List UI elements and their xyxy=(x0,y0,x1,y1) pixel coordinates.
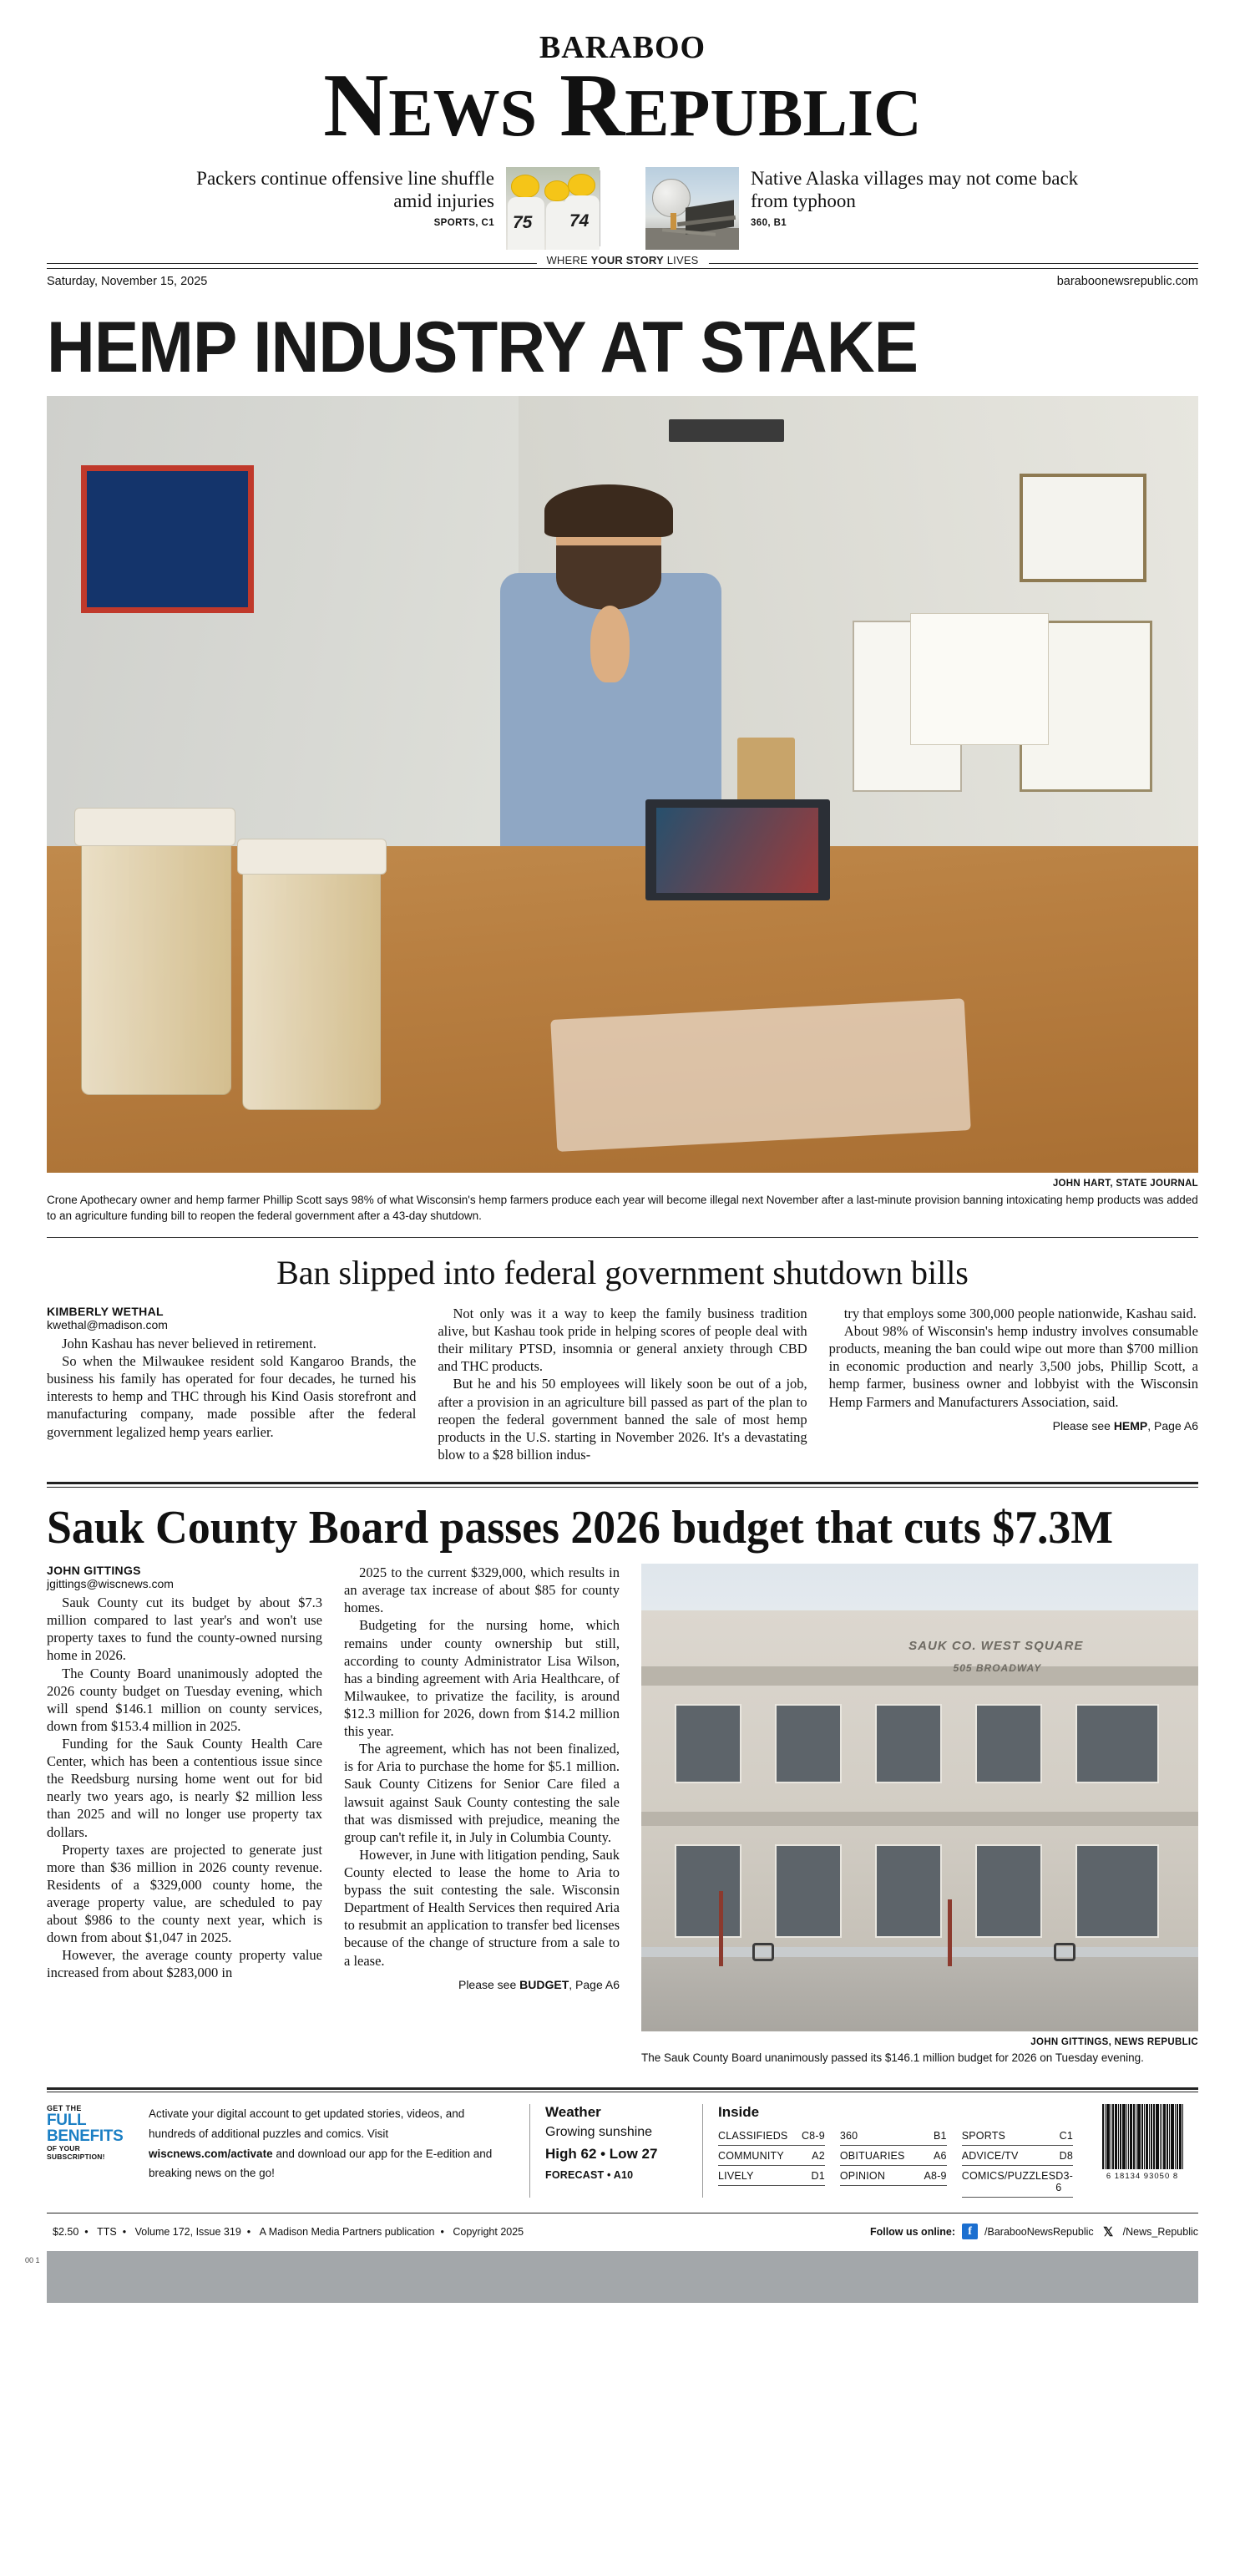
index-name: ADVICE/TV xyxy=(961,2150,1019,2163)
paragraph: About 98% of Wisconsin's hemp industry involves consumable products, meaning the ban could wipe out more than $700 million in economic production and nearly 3,500 jobs, Phillip Scott, a hemp farmer, business owner and lobbyist with the Wisconsin Hemp Farmers and Manufacturers Association, said. xyxy=(828,1323,1198,1410)
index-page: C8-9 xyxy=(801,2130,825,2142)
index-name: OBITUARIES xyxy=(839,2150,905,2163)
second-headline[interactable]: Sauk County Board passes 2026 budget that cuts $7.3M xyxy=(47,1502,1114,1554)
index-row[interactable] xyxy=(962,2146,1073,2166)
slogan-bold: YOUR STORY xyxy=(590,254,664,267)
promo-link[interactable]: wiscnews.com/activate xyxy=(149,2147,273,2160)
lead-jumpline[interactable] xyxy=(829,1419,1198,1433)
index-row[interactable] xyxy=(840,2146,947,2166)
inside-index xyxy=(718,2104,1073,2198)
second-byline-name: JOHN GITTINGS xyxy=(47,1564,141,1578)
lead-headline[interactable]: HEMP INDUSTRY AT STAKE xyxy=(47,307,919,388)
index-page: D3-6 xyxy=(1055,2170,1074,2194)
teaser-sports-headline: Packers continue offensive line shuffle amid injuries xyxy=(196,168,494,212)
paragraph: However, in June with litigation pending, Sauk County elected to lease the home to Aria to bypass the suit contesting the sale. Wisconsin Department of Health Services then required Aria to resubmit an application to transfer bed licenses because of the change of structure from a sale to a lease. xyxy=(344,1846,620,1969)
jump-post: , Page A6 xyxy=(569,1977,620,1991)
jump-pre: Please see xyxy=(458,1977,520,1991)
promo-logo xyxy=(47,2104,137,2183)
page-corner-code: 00 1 xyxy=(25,2256,40,2265)
slogan-post: LIVES xyxy=(663,254,699,267)
masthead-title-epublic: EPUBLIC xyxy=(625,77,922,150)
lead-story-col-3 xyxy=(829,1305,1198,1463)
second-story xyxy=(47,1564,1198,2066)
weather-high-low: High 62 • Low 27 xyxy=(545,2146,658,2163)
masthead-title-ews: EWS xyxy=(388,77,538,150)
teaser-sports-photo: 75 74 xyxy=(506,167,600,250)
paragraph: Property taxes are projected to generate just more than $36 million in 2026 county revenue. Residents of a $329,000 county home, the average property value, are scheduled to pay about $986 to the county next year, which is down from about $1,047 in 2025. xyxy=(47,1841,322,1946)
publisher: A Madison Media Partners publication xyxy=(259,2225,435,2238)
social-label: Follow us online: xyxy=(869,2225,956,2238)
weather-forecast-ref[interactable]: FORECAST • A10 xyxy=(545,2169,634,2182)
subscription-promo[interactable] xyxy=(47,2104,514,2183)
barcode-number: 6 18134 93050 8 xyxy=(1106,2172,1179,2182)
building-sign-secondary: 505 BROADWAY xyxy=(953,1661,1042,1674)
paragraph: John Kashau has never believed in retirement. xyxy=(62,1336,316,1352)
second-jumpline[interactable] xyxy=(344,1978,620,1991)
teaser-360-photo xyxy=(645,167,739,250)
paragraph: The County Board unanimously adopted the 2026 county budget on Tuesday evening, which will spend $146.1 million on county services, down from $153.4 million in 2025. xyxy=(47,1665,322,1734)
promo-line2: FULL BENEFITS xyxy=(47,2112,124,2146)
index-name: COMMUNITY xyxy=(718,2150,784,2163)
date-bar xyxy=(47,254,1198,292)
x-handle[interactable]: /News_Republic xyxy=(1122,2225,1198,2238)
masthead-kicker: BARABOO xyxy=(539,30,706,65)
paragraph: 2025 to the current $329,000, which results in an average tax increase of about $85 for county homes. xyxy=(344,1564,620,1616)
social-links xyxy=(870,2224,1198,2239)
paragraph: Budgeting for the nursing home, which remains under county ownership but still, according to county Administrator Lisa Wilson, has a binding agreement with Aria Healthcare, of Milwaukee, to privatize the facility, is around $12.3 million for 2026, down from $14.2 million this year. xyxy=(344,1617,620,1740)
teaser-sports[interactable] xyxy=(164,167,600,250)
price: $2.50 xyxy=(53,2225,79,2238)
lead-body-col1 xyxy=(47,1335,416,1441)
index-row[interactable] xyxy=(840,2166,947,2186)
promo-text-c: and download our app for the E-edition and breaking news on the go! xyxy=(149,2147,493,2180)
inside-title: Inside xyxy=(718,2104,760,2121)
index-row[interactable] xyxy=(962,2166,1073,2198)
index-row[interactable] xyxy=(718,2126,825,2146)
lead-subhead[interactable]: Ban slipped into federal government shutdown bills xyxy=(276,1254,969,1292)
second-photo xyxy=(641,1564,1198,2031)
second-photo-credit: JOHN GITTINGS, NEWS REPUBLIC xyxy=(1030,2037,1198,2048)
index-page: C1 xyxy=(1059,2130,1074,2142)
paragraph: Funding for the Sauk County Health Care Center, which has been a contentious issue since the Reedsburg nursing home went out for bid nearly two years ago, is nearly $2 million less than 2025 and will no longer use property tax dollars. xyxy=(47,1735,322,1840)
masthead-title-r: R xyxy=(559,56,625,155)
masthead-title-n: N xyxy=(323,56,389,155)
promo-text-a: Activate your digital account to get updated stories, videos, and hundreds of additional puzzles and comics. Visit xyxy=(149,2107,465,2140)
promo-text xyxy=(149,2104,499,2183)
paragraph: try that employs some 300,000 people nationwide, Kashau said. xyxy=(843,1306,1197,1322)
paragraph: But he and his 50 employees will likely soon be out of a job, after a provision in an agriculture bill passed as part of the plan to reopen the federal government banned the sale of most hemp products in the U.S. starting in November 2026. It's a devastating blow to a $28 billion indus- xyxy=(438,1376,807,1463)
index-name: 360 xyxy=(839,2130,858,2142)
volume-issue: Volume 172, Issue 319 xyxy=(134,2225,241,2238)
index-row[interactable] xyxy=(718,2146,825,2166)
lead-byline-name: KIMBERLY WETHAL xyxy=(47,1305,164,1319)
index-page: D1 xyxy=(811,2170,825,2183)
index-page: D8 xyxy=(1059,2150,1074,2163)
lead-body-col3 xyxy=(829,1305,1198,1411)
teaser-sports-text xyxy=(164,167,494,230)
x-twitter-icon[interactable]: 𝕏 xyxy=(1101,2224,1116,2239)
index-name: LIVELY xyxy=(718,2170,754,2183)
jump-post: , Page A6 xyxy=(1147,1418,1198,1433)
second-body-col2 xyxy=(344,1564,620,1970)
footer-divider-2 xyxy=(702,2104,703,2198)
website-url[interactable]: baraboonewsrepublic.com xyxy=(1056,275,1198,289)
lead-body-col2 xyxy=(438,1305,807,1463)
paragraph: However, the average county property value increased from about $283,000 in xyxy=(47,1947,322,1981)
teaser-360-text xyxy=(751,167,1081,230)
lead-byline-email[interactable]: kwethal@madison.com xyxy=(47,1318,168,1332)
masthead-title xyxy=(47,56,1198,155)
lead-photo xyxy=(47,396,1198,1173)
lead-story-columns xyxy=(47,1305,1198,1463)
paragraph: The agreement, which has not been finalized, is for Aria to purchase the home for $5.1 million. Sauk County Citizens for Senior Care filed a lawsuit against Sauk County contesting the sale that was dismissed with prejudice, meaning the group can't refile it, in July in Columbia County. xyxy=(344,1741,620,1845)
index-name: CLASSIFIEDS xyxy=(718,2130,788,2142)
bottom-grey-bar xyxy=(25,2251,1198,2303)
promo-line3: OF YOUR SUBSCRIPTION! xyxy=(47,2144,105,2162)
jump-pre: Please see xyxy=(1052,1418,1114,1433)
lead-story-col-1 xyxy=(47,1305,416,1463)
section-divider-thick xyxy=(47,1482,1198,1484)
masthead xyxy=(47,0,1198,155)
index-page: A8-9 xyxy=(924,2170,947,2183)
teaser-360-headline: Native Alaska villages may not come back from typhoon xyxy=(751,168,1079,212)
promo-line1: GET THE xyxy=(47,2104,82,2113)
colophon-bar xyxy=(47,2213,1198,2239)
divider-rule xyxy=(47,1237,1198,1238)
paragraph: Sauk County cut its budget by about $7.3 million compared to last year's and won't use property taxes to fund the county-owned nursing home in 2026. xyxy=(47,1595,322,1664)
index-name: COMICS/PUZZLES xyxy=(961,2170,1056,2183)
second-body-col1 xyxy=(47,1594,322,1981)
weather-condition: Growing sunshine xyxy=(545,2125,653,2140)
building-sign-primary: SAUK CO. WEST SQUARE xyxy=(908,1638,1084,1653)
tts: TTS xyxy=(97,2225,117,2238)
second-byline-email[interactable]: jgittings@wiscnews.com xyxy=(47,1577,174,1591)
second-photo-wrap xyxy=(641,1564,1198,2066)
paragraph: So when the Milwaukee resident sold Kangaroo Brands, the business his family has operated for four decades, he turned his interests to hemp and THC through his Kind Oasis storefront and manufacturing company, made possible after the federal government legalized hemp years earlier. xyxy=(47,1353,417,1440)
facebook-handle[interactable]: /BarabooNewsRepublic xyxy=(984,2225,1094,2238)
index-row[interactable] xyxy=(840,2126,947,2146)
barcode-bars xyxy=(1086,2104,1198,2169)
section-divider-thin xyxy=(47,1487,1198,1488)
slogan xyxy=(536,254,708,266)
teaser-360[interactable] xyxy=(617,167,1081,250)
facebook-icon[interactable]: f xyxy=(962,2224,978,2239)
second-photo-caption: The Sauk County Board unanimously passed its $146.1 million budget for 2026 on Tuesday evening. xyxy=(641,2051,1144,2065)
second-story-col-1 xyxy=(47,1564,322,1981)
index-page: A6 xyxy=(934,2150,947,2163)
lead-photo-credit: JOHN HART, STATE JOURNAL xyxy=(1052,1178,1198,1189)
teaser-sports-section: SPORTS, C1 xyxy=(433,218,494,229)
footer xyxy=(25,2087,1198,2303)
jump-bold: BUDGET xyxy=(519,1977,569,1991)
slogan-pre: WHERE xyxy=(546,254,591,267)
lead-photo-caption: Crone Apothecary owner and hemp farmer Phillip Scott says 98% of what Wisconsin's hemp farmers produce each year will become illegal next November after a last-minute provision banning intoxicating hemp products was added to an agriculture funding bill to reopen the federal government after a 43-day shutdown. xyxy=(47,1193,1198,1222)
jump-bold: HEMP xyxy=(1113,1418,1148,1433)
index-column-1 xyxy=(718,2126,825,2198)
lead-story-col-2 xyxy=(438,1305,807,1463)
colophon: $2.50 • TTS • Volume 172, Issue 319 • A Madison Media Partners publication • Copyright 2025 xyxy=(53,2225,524,2238)
index-column-2 xyxy=(840,2126,947,2198)
weather-box[interactable] xyxy=(545,2104,687,2181)
index-name: OPINION xyxy=(839,2170,886,2183)
teaser-360-section: 360, B1 xyxy=(751,218,787,229)
index-column-3 xyxy=(962,2126,1073,2198)
index-row[interactable] xyxy=(962,2126,1073,2146)
weather-title: Weather xyxy=(545,2104,601,2121)
index-name: SPORTS xyxy=(961,2130,1006,2142)
index-page: A2 xyxy=(812,2150,825,2163)
barcode xyxy=(1073,2104,1198,2181)
index-page: B1 xyxy=(934,2130,947,2142)
second-story-col-2 xyxy=(344,1564,620,1991)
publication-date: Saturday, November 15, 2025 xyxy=(47,275,208,289)
copyright: Copyright 2025 xyxy=(453,2225,524,2238)
footer-divider-1 xyxy=(529,2104,530,2198)
index-row[interactable] xyxy=(718,2166,825,2186)
teaser-row xyxy=(47,167,1198,250)
paragraph: Not only was it a way to keep the family business tradition alive, but Kashau took pride in helping scores of people deal with their military PTSD, insomnia or general anxiety through CBD and THC products. xyxy=(438,1306,807,1375)
